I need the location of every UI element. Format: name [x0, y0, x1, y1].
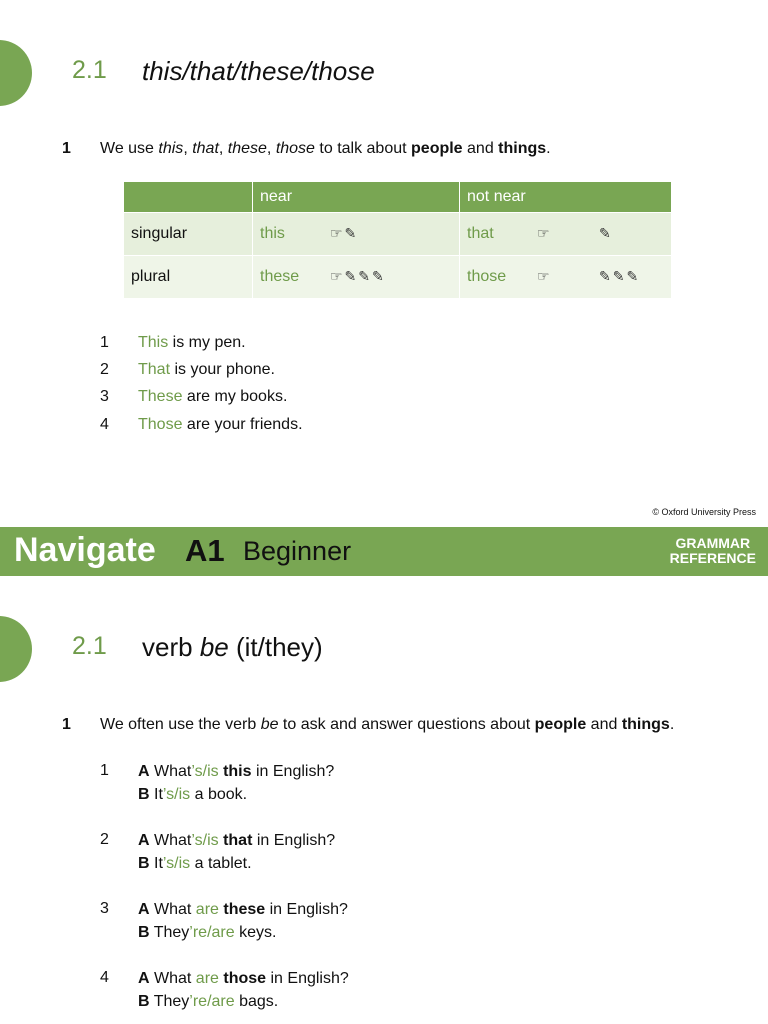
- level-code: A1: [185, 533, 225, 568]
- dialogue-item: A What are those in English? B They’re/are bags.: [138, 970, 349, 1010]
- near-cell: this ☞✎: [253, 213, 460, 256]
- example-number: 3: [100, 388, 109, 405]
- dialogue-item: A What’s/is this in English? B It’s/is a book.: [138, 763, 335, 803]
- example-number: 4: [100, 416, 109, 433]
- example-sentence: Those are your friends.: [138, 416, 303, 433]
- example-number: 1: [100, 334, 109, 351]
- section-number: 2.1: [72, 56, 107, 84]
- near-cell: these ☞✎✎✎: [253, 256, 460, 299]
- level-name: Beginner: [243, 536, 352, 566]
- brand-logo: Navigate: [14, 531, 156, 569]
- pointing-hand-pen-icon: ☞✎: [330, 226, 359, 242]
- section-title: this/that/these/those: [142, 56, 375, 86]
- rule-paragraph: 1 We use this, that, these, those to talk about people and things.: [62, 140, 551, 157]
- not-near-cell: those ☞ ✎✎✎: [460, 256, 672, 299]
- demonstratives-table: [123, 181, 672, 299]
- navigate-banner: [0, 527, 768, 576]
- pen-icon: ✎: [599, 226, 613, 242]
- table-header-row: [124, 182, 672, 213]
- section-marker-circle: [0, 616, 32, 682]
- pointing-hand-pens-icon: ☞✎✎✎: [330, 269, 386, 285]
- pens-icon: ✎✎✎: [599, 269, 641, 285]
- section-marker-circle: [0, 40, 32, 106]
- dialogue-item: A What’s/is that in English? B It’s/is a tablet.: [138, 832, 336, 872]
- section-title: verb be (it/they): [142, 632, 323, 662]
- example-number: 2: [100, 361, 109, 378]
- rule-number: 1: [62, 716, 71, 733]
- dialogue-number: 3: [100, 900, 109, 917]
- not-near-cell: that ☞ ✎: [460, 213, 672, 256]
- grammar-reference-label: GRAMMAR REFERENCE: [669, 535, 756, 566]
- dialogue-number: 4: [100, 969, 109, 986]
- dialogue-number: 2: [100, 831, 109, 848]
- table-row: [124, 256, 672, 299]
- example-sentence: This is my pen.: [138, 334, 246, 351]
- table-header-near: near: [253, 182, 460, 213]
- rule-number: 1: [62, 140, 71, 157]
- example-sentence: That is your phone.: [138, 361, 275, 378]
- row-label: plural: [124, 256, 253, 299]
- pointing-hand-icon: ☞: [537, 226, 552, 242]
- table-header-empty: [124, 182, 253, 213]
- pointing-hand-icon: ☞: [537, 269, 552, 285]
- table-row: [124, 213, 672, 256]
- rule-paragraph: 1 We often use the verb be to ask and answer questions about people and things.: [62, 716, 675, 733]
- row-label: singular: [124, 213, 253, 256]
- table-header-not-near: not near: [460, 182, 672, 213]
- dialogue-item: A What are these in English? B They’re/are keys.: [138, 901, 348, 941]
- section-number: 2.1: [72, 632, 107, 660]
- copyright-notice: © Oxford University Press: [652, 507, 756, 517]
- dialogue-number: 1: [100, 762, 109, 779]
- example-sentence: These are my books.: [138, 388, 288, 405]
